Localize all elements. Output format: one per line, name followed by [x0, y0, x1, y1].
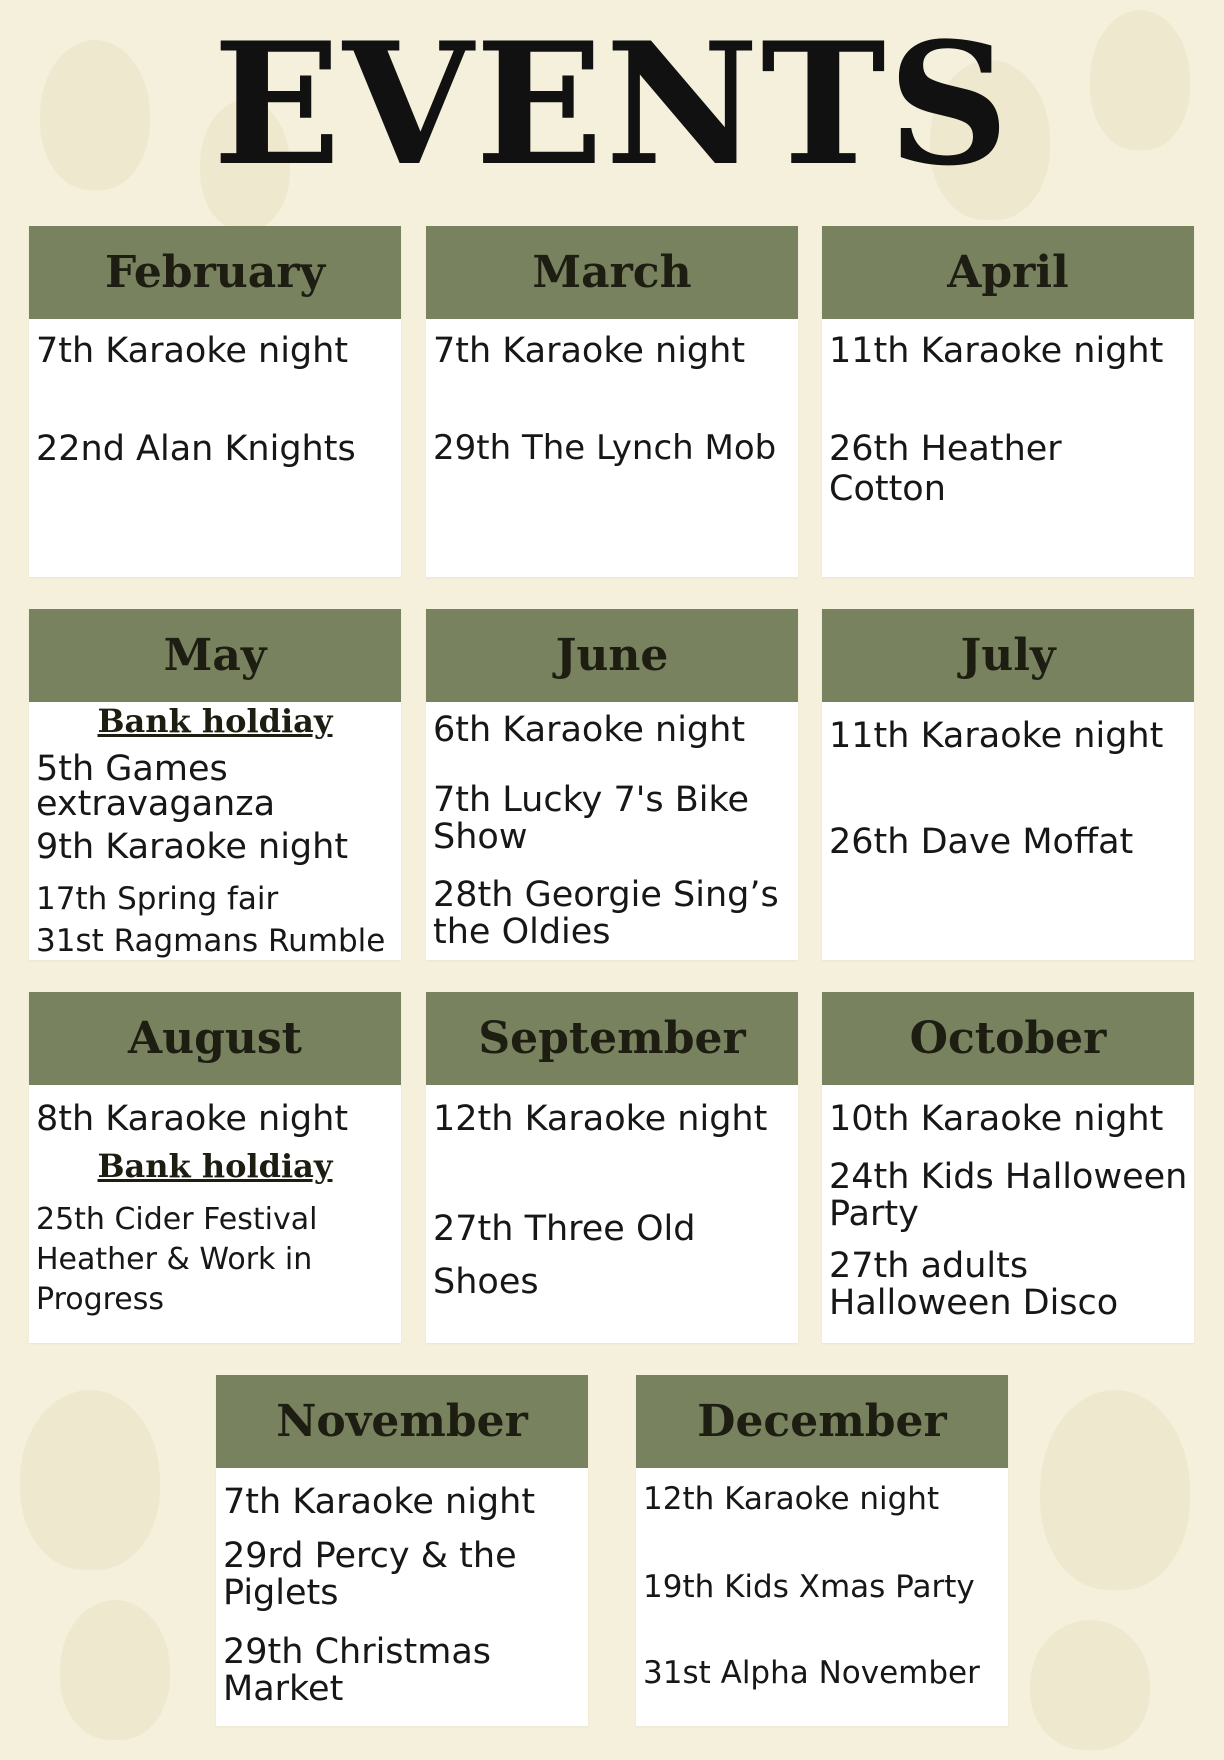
event-item: 28th Georgie Sing’s the Oldies — [433, 875, 779, 952]
background-tree-decoration — [20, 1390, 160, 1570]
month-card-september — [426, 992, 798, 1343]
month-heading: April — [822, 226, 1194, 319]
event-item: 26th Dave Moffat — [829, 822, 1134, 862]
event-item: 6th Karaoke night — [433, 710, 746, 750]
month-card-may — [29, 609, 401, 960]
month-heading: October — [822, 992, 1194, 1085]
month-events — [426, 702, 798, 960]
event-item: 8th Karaoke night — [36, 1099, 349, 1139]
event-item: 24th Kids Halloween Party — [829, 1157, 1188, 1234]
event-item: 19th Kids Xmas Party — [643, 1569, 975, 1605]
event-item: 12th Karaoke night — [643, 1481, 940, 1517]
event-item: 29rd Percy & the Piglets — [223, 1536, 517, 1613]
event-item: 29th Christmas Market — [223, 1632, 492, 1709]
month-events — [822, 1085, 1194, 1343]
event-item: 11th Karaoke night — [829, 716, 1164, 756]
event-item: 27th Three Old Shoes — [433, 1209, 696, 1302]
event-item: 9th Karaoke night — [36, 827, 349, 867]
month-heading: July — [822, 609, 1194, 702]
month-heading: March — [426, 226, 798, 319]
month-heading: June — [426, 609, 798, 702]
month-heading: December — [636, 1375, 1008, 1468]
month-heading: August — [29, 992, 401, 1085]
event-item: 22nd Alan Knights — [36, 429, 356, 469]
month-heading: November — [216, 1375, 588, 1468]
bank-holiday-label: Bank holdiay — [97, 702, 333, 740]
event-item: 10th Karaoke night — [829, 1099, 1164, 1139]
month-card-july — [822, 609, 1194, 960]
event-item: 11th Karaoke night — [829, 331, 1164, 371]
month-events — [822, 702, 1194, 960]
month-events — [29, 1085, 401, 1343]
event-item: 29th The Lynch Mob — [433, 428, 777, 468]
month-card-february — [29, 226, 401, 577]
month-card-april — [822, 226, 1194, 577]
month-card-march — [426, 226, 798, 577]
month-card-november — [216, 1375, 588, 1726]
month-events — [29, 702, 401, 960]
background-tree-decoration — [1030, 1620, 1150, 1750]
month-heading: February — [29, 226, 401, 319]
event-item: 31st Ragmans Rumble — [36, 923, 386, 959]
background-tree-decoration — [60, 1600, 170, 1740]
page-title: EVENTS — [212, 5, 1012, 203]
event-item: 25th Cider Festival Heather & Work in Progress — [36, 1202, 318, 1317]
month-card-june — [426, 609, 798, 960]
month-events — [822, 319, 1194, 577]
month-heading: September — [426, 992, 798, 1085]
event-item: 7th Karaoke night — [36, 331, 349, 371]
month-events — [636, 1468, 1008, 1726]
month-events — [216, 1468, 588, 1726]
event-item: 17th Spring fair — [36, 881, 279, 917]
event-item: 5th Games extravaganza — [36, 749, 276, 824]
event-item: 12th Karaoke night — [433, 1099, 768, 1139]
event-item: 26th Heather Cotton — [829, 429, 1062, 510]
month-card-august — [29, 992, 401, 1343]
month-card-october — [822, 992, 1194, 1343]
month-card-december — [636, 1375, 1008, 1726]
month-events — [426, 1085, 798, 1343]
event-item: 7th Karaoke night — [433, 331, 746, 371]
event-item: 7th Lucky 7's Bike Show — [433, 780, 750, 857]
event-item: 27th adults Halloween Disco — [829, 1246, 1119, 1323]
event-item: 31st Alpha November — [643, 1655, 980, 1691]
background-tree-decoration — [1040, 1390, 1190, 1590]
bank-holiday-label: Bank holdiay — [97, 1147, 333, 1185]
month-events — [29, 319, 401, 577]
month-heading: May — [29, 609, 401, 702]
month-events — [426, 319, 798, 577]
event-item: 7th Karaoke night — [223, 1482, 536, 1522]
